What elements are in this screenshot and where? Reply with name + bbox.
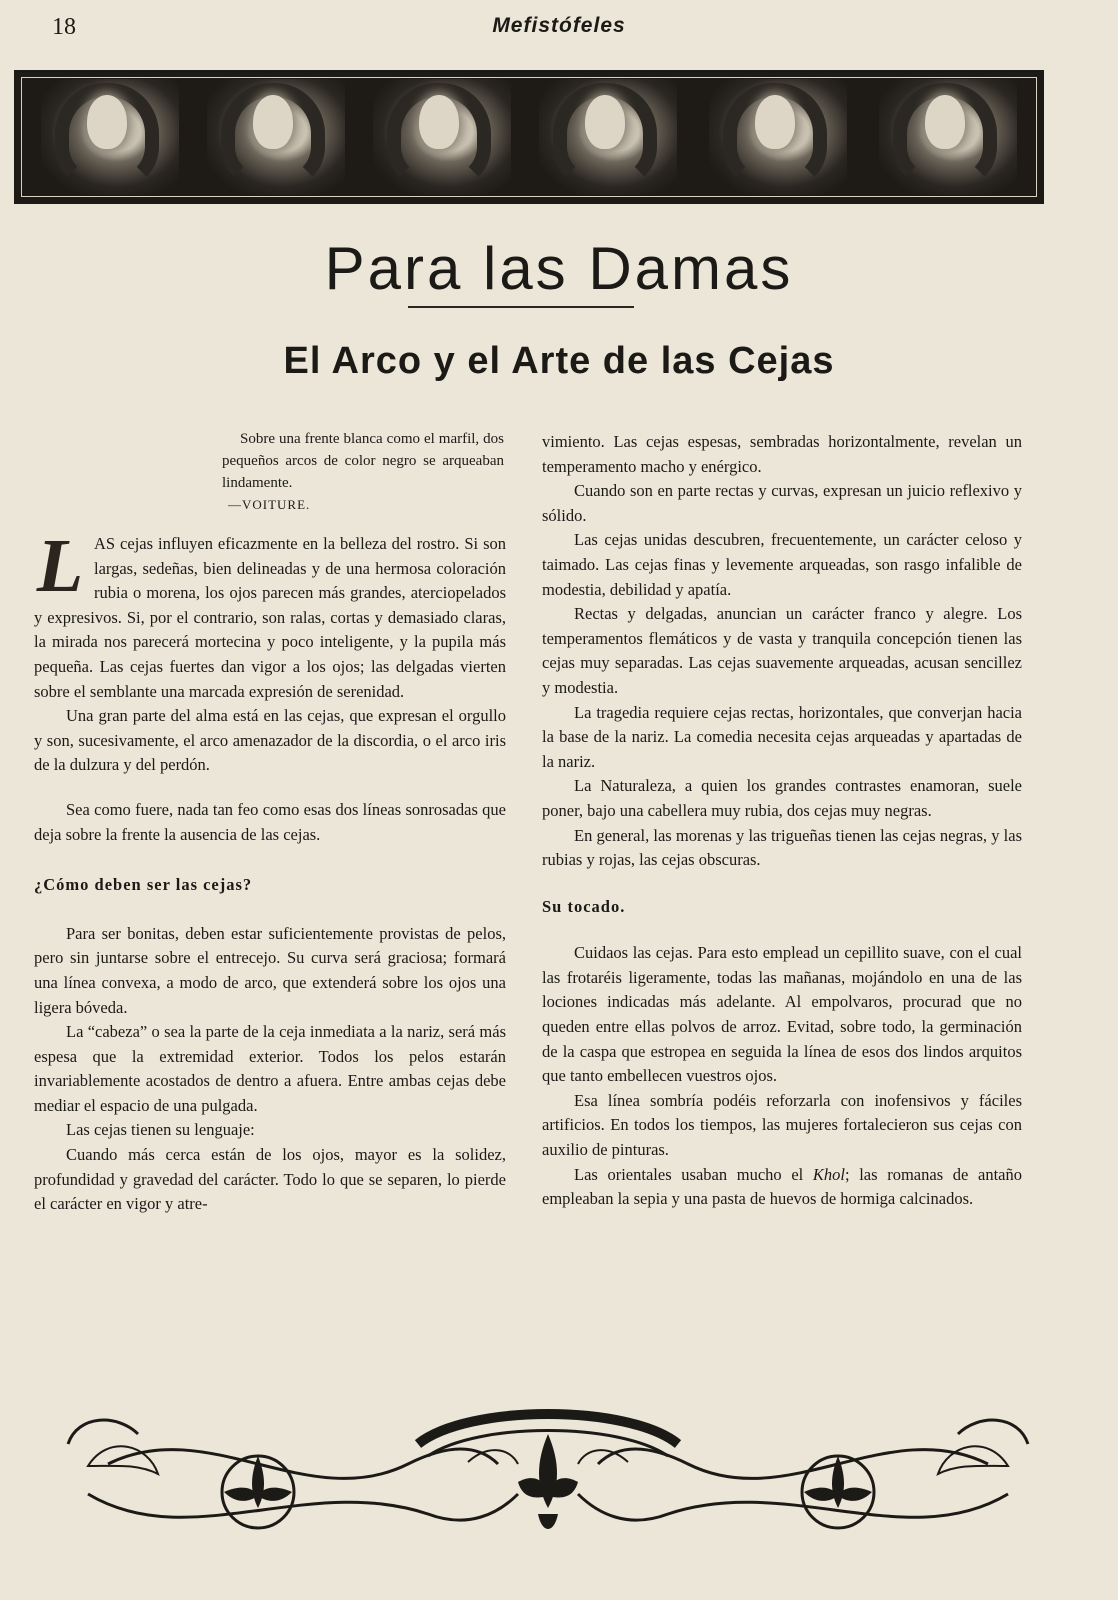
drop-cap: L	[36, 524, 84, 608]
left-column	[34, 524, 506, 1217]
paragraph: Una gran parte del alma está en las cejas, que expresan el orgullo y son, sucesivamente, el arco amenazador de la discordia, o el arco iris de la dulzura y del perdón.	[34, 706, 506, 775]
right-column	[542, 430, 1022, 1212]
paragraph: Cuando más cerca están de los ojos, mayor es la solidez, profundidad y gravedad del carácter. Todo lo que se separen, lo pierde el carácter en vigor y atre-	[34, 1145, 506, 1214]
title-divider	[408, 306, 634, 308]
paragraph: Las cejas tienen su lenguaje:	[66, 1120, 255, 1140]
paragraph: La Naturaleza, a quien los grandes contrastes enamoran, suele poner, bajo una cabellera muy rubia, dos cejas muy negras.	[542, 776, 1022, 820]
portrait-image	[373, 79, 511, 195]
paragraph: La “cabeza” o sea la parte de la ceja inmediata a la nariz, será más espesa que la extremidad exterior. Todos los pelos estarán invariablemente acostados de dentro a afuera. Entre ambas cejas debe mediar el espacio de una pulgada.	[34, 1022, 506, 1115]
paragraph-text: AS cejas influyen eficazmente en la belleza del rostro. Si son largas, sedeñas, bien delineadas y de una hermosa coloración rubia o morena, los ojos parecen más grandes, aterciopelados y expresivos. Si, por el contrario, son ralas, cortas y demasiado claras, la mirada nos parecerá mortecina y poco inteligente, y la pupila más pequeña. Las cejas fuertes dan vigor a los ojos; las delgadas vierten sobre el semblante una marcada expresión de serenidad.	[34, 534, 506, 701]
text-run: ; las romanas de antaño empleaban la sepia y una pasta de huevos de hormiga calcinados.	[542, 1164, 1022, 1209]
italic-term: Khol	[812, 1164, 845, 1184]
portrait-image	[41, 79, 179, 195]
section-title: Para las Damas	[324, 235, 794, 302]
opening-paragraph	[34, 524, 506, 704]
paragraph	[542, 1163, 1022, 1212]
paragraph: vimiento. Las cejas espesas, sembradas horizontalmente, revelan un temperamento macho y enérgico.	[542, 432, 1022, 476]
paragraph: Las cejas unidas descubren, frecuentemente, un carácter celoso y taimado. Las cejas finas y levemente arqueadas, son rasgo infalible de modestia, debilidad y apatía.	[542, 530, 1022, 599]
article-title: El Arco y el Arte de las Cejas	[283, 340, 835, 382]
subheading: Su tocado.	[542, 896, 626, 916]
portrait-image	[207, 79, 345, 195]
paragraph: En general, las morenas y las trigueñas tienen las cejas negras, y las rubias y rojas, las cejas obscuras.	[542, 825, 1022, 870]
text-run: Las orientales usaban mucho el	[574, 1164, 813, 1184]
paragraph: La tragedia requiere cejas rectas, horizontales, que converjan hacia la base de la nariz. La comedia necesita cejas arqueadas y apartadas de la nariz.	[542, 702, 1022, 771]
paragraph: Cuidaos las cejas. Para esto emplead un cepillito suave, con el cual las frotaréis ligeramente, todas las mañanas, mojándolo en una de las lociones indicadas más adelante. Al empolvaros, procurad que no queden entre ellas polvos de arroz. Evitad, sobre todo, la germinación de la caspa que estropea en seguida la línea de esos dos lindos arquitos que tanto embellecen vuestros ojos.	[542, 943, 1022, 1086]
paragraph: Sea como fuere, nada tan feo como esas dos líneas sonrosadas que deja sobre la frente la ausencia de las cejas.	[34, 799, 506, 844]
portrait-image	[709, 79, 847, 195]
epigraph	[222, 428, 504, 516]
portrait-image	[539, 79, 677, 195]
publication-name: Mefistófeles	[492, 14, 626, 37]
paragraph: Esa línea sombría podéis reforzarla con inofensivos y fáciles artificios. En todos los tiempos, las mujeres fortalecieron sus cejas con auxilio de pinturas.	[542, 1090, 1022, 1160]
page-number: 18	[52, 14, 76, 40]
paragraph: Cuando son en parte rectas y curvas, expresan un juicio reflexivo y sólido.	[542, 481, 1022, 525]
epigraph-author: —VOITURE.	[228, 497, 311, 512]
floral-ornament	[48, 1404, 1048, 1574]
paragraph: Rectas y delgadas, anuncian un carácter franco y alegre. Los temperamentos flemáticos y de vasta y tranquila concepción tienen las cejas muy separadas. Las cejas suavemente arqueadas, acusan sencillez y modestia.	[542, 604, 1022, 697]
epigraph-text: Sobre una frente blanca como el marfil, dos pequeños arcos de color negro se arqueaban lindamente.	[222, 431, 504, 491]
subheading: ¿Cómo deben ser las cejas?	[34, 875, 253, 895]
paragraph: Para ser bonitas, deben estar suficientemente provistas de pelos, pero sin juntarse sobre el entrecejo. Su curva será graciosa; formará una línea convexa, a modo de arco, que extenderá sobre los ojos una ligera bóveda.	[34, 923, 506, 1017]
portrait-image	[879, 79, 1017, 195]
portrait-banner	[14, 70, 1044, 204]
